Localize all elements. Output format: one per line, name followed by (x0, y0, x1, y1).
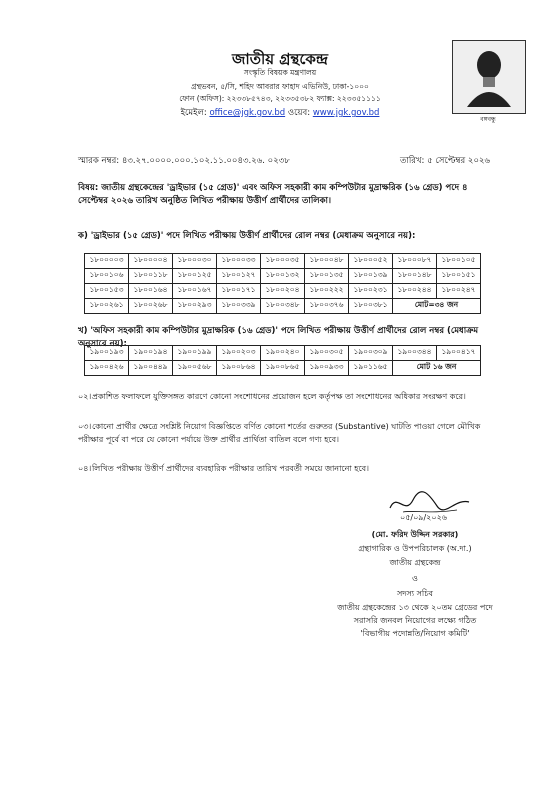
roll-number-cell: ১৯০০৪১৭ (437, 346, 481, 361)
note-text: কোনো প্রার্থীর ক্ষেত্রে সংশ্লিষ্ট নিয়োগ বিজ্ঞপ্তিতে বর্ণিত কোনো শর্তের গুরুতর (Substantive) ঘাটতি পাওয়া গেলে মৌখিক পরীক্ষার পূর্বে বা পরে যে কোনো পর্যায়ে উক্ত প্রার্থীর প্রার্থিতা বাতিল বলে গণ্য হবে। (78, 422, 481, 444)
roll-number-cell: ১৯০০৮৬৪ (217, 361, 261, 376)
roll-number-cell: ১৮০০০৩০ (173, 254, 217, 269)
roll-number-cell: ১৮০০১০৬ (85, 269, 129, 284)
roll-number-cell: ১৯০০৩৪৪ (393, 346, 437, 361)
portrait-image (452, 40, 526, 114)
signatory-name: (মো. ফরিদ উদ্দিন সরকার) (371, 530, 459, 539)
total-cell: মোট ১৬ জন (393, 361, 481, 376)
roll-number-cell: ১৮০০২৩১ (349, 284, 393, 299)
roll-number-cell: ১৮০০১৩৫ (305, 269, 349, 284)
note-02 (78, 390, 498, 403)
roll-number-cell: ১৮০০০০৩ (85, 254, 129, 269)
roll-number-cell: ১৮০০২৯৩ (173, 299, 217, 314)
memo-number: স্মারক নম্বর: ৪৩.২৭.০০০০.০০০.১০২.১১.০০৪৩.২৬. ০২৩৮ (78, 156, 290, 166)
roll-number-cell: ১৮০০৩৩৯ (217, 299, 261, 314)
total-cell: মোট=৩৪ জন (393, 299, 481, 314)
roll-number-cell: ১৮০০১৩৯ (349, 269, 393, 284)
ministry-name: সংস্কৃতি বিষয়ক মন্ত্রণালয় (243, 68, 317, 77)
roll-number-cell: ১৮০০০৫২ (349, 254, 393, 269)
roll-number-cell: ১৮০০১২৫ (173, 269, 217, 284)
roll-number-cell: ১৮০০১২৭ (217, 269, 261, 284)
roll-number-cell: ১৯০০১৯৩ (85, 346, 129, 361)
roll-number-cell: ১৮০০৩৭৬ (305, 299, 349, 314)
org-name: জাতীয় গ্রন্থকেন্দ্র (231, 50, 329, 68)
web-label: ওয়েব: (287, 108, 311, 118)
roll-number-cell: ১৮০০০৮৭ (393, 254, 437, 269)
roll-number-cell: ১৯০১১৬৫ (349, 361, 393, 376)
address: গ্রন্থভবন, ৫/সি, শহিদ আবরার ফাহাদ এভিনিউ, ঢাকা-১০০০ (191, 82, 369, 91)
signatory-role: সদস্য সচিব (397, 589, 433, 598)
roll-number-cell: ১৯০০৩০৯ (349, 346, 393, 361)
signatory-designation: গ্রন্থাগারিক ও উপপরিচালক (অ.দা.) (358, 544, 472, 553)
note-number: ০৩। (78, 422, 92, 431)
roll-number-cell: ১৯০০২৪০ (261, 346, 305, 361)
roll-number-cell: ১৮০০০৪৮ (305, 254, 349, 269)
roll-number-cell: ১৮০০৩৮১ (349, 299, 393, 314)
section-a-title: ক) 'ড্রাইভার (১৫ গ্রেড)' পদে লিখিত পরীক্ষায় উত্তীর্ণ প্রার্থীদের রোল নম্বর (মেধাক্রম অনুসারে নয়): (78, 231, 416, 241)
section-b-title: খ) 'অফিস সহকারী কাম কম্পিউটার মুদ্রাক্ষরিক (১৬ গ্রেড)' পদে লিখিত পরীক্ষায় উত্তীর্ণ প্রার্থীদের রোল নম্বর (মেধাক্রম অনুসারে নয়): (78, 326, 479, 349)
roll-number-cell: ১৮০০১৭১ (217, 284, 261, 299)
table-row (85, 346, 481, 361)
roll-number-cell: ১৮০০০০৪ (129, 254, 173, 269)
roll-number-cell: ১৮০০১৪৮ (393, 269, 437, 284)
roll-number-cell: ১৯০০৪৪৯ (129, 361, 173, 376)
table-row (85, 361, 481, 376)
memo-date: তারিখ: ৫ সেপ্টেম্বর ২০২৬ (400, 156, 491, 166)
subject: বিষয়: জাতীয় গ্রন্থকেন্দ্রের 'ড্রাইভার (১৫ গ্রেড)' এবং অফিস সহকারী কাম কম্পিউটার মুদ্রাক্ষরিক (১৬ গ্রেড) পদে ৪ সেপ্টেম্বর ২০২৬ তারিখ অনুষ্ঠিত লিখিত পরীক্ষায় উত্তীর্ণ প্রার্থীদের তালিকা। (78, 183, 468, 206)
roll-number-cell: ১৮০০১১৮ (129, 269, 173, 284)
table-row (85, 254, 481, 269)
section-b-table (84, 345, 481, 376)
roll-number-cell: ১৮০০২২২ (305, 284, 349, 299)
roll-number-cell: ১৯০০৫৬৮ (173, 361, 217, 376)
roll-number-cell: ১৮০০০৩৩ (217, 254, 261, 269)
roll-number-cell: ১৯০০৪২৬ (85, 361, 129, 376)
phone-line: ফোন (অফিস): ২২৩৩৮৫৭৪৩, ২২৩৩৫৩৮২ ফ্যাক্স: ২২৩৩৫১১১১ (179, 94, 381, 103)
note-number: ০৪। (78, 464, 92, 473)
roll-number-cell: ১৮০০২৪৭ (437, 284, 481, 299)
roll-number-cell: ১৮০০১৩২ (261, 269, 305, 284)
roll-number-cell: ১৮০০২০৪ (261, 284, 305, 299)
table-row (85, 284, 481, 299)
committee-line-2: সরাসরি জনবল নিয়োগের লক্ষ্যে গঠিত (353, 616, 477, 625)
note-text: লিখিত পরীক্ষায় উত্তীর্ণ প্রার্থীদের ব্যবহারিক পরীক্ষার তারিখ পরবর্তী সময়ে জানানো হবে। (92, 464, 369, 473)
roll-number-cell: ১৮০০০৩৫ (261, 254, 305, 269)
roll-number-cell: ১৯০০১৯৪ (129, 346, 173, 361)
note-text: প্রকাশিত ফলাফলে যুক্তিসঙ্গত কারণে কোনো সংশোধনের প্রয়োজন হলে কর্তৃপক্ষ তা সংশোধনের অধিকার সংরক্ষণ করে। (92, 392, 466, 401)
roll-number-cell: ১৮০০২৬১ (85, 299, 129, 314)
signatory-office: জাতীয় গ্রন্থকেন্দ্র (389, 558, 441, 567)
note-03 (78, 420, 498, 446)
roll-number-cell: ১৯০০৯৩৩ (305, 361, 349, 376)
portrait-caption: বঙ্গবন্ধু (480, 116, 496, 123)
roll-number-cell: ১৯০০২০৩ (217, 346, 261, 361)
roll-number-cell: ১৯০০৮৬৫ (261, 361, 305, 376)
roll-number-cell: ১৮০০২৬৮ (129, 299, 173, 314)
roll-number-cell: ১৮০০১০৫ (437, 254, 481, 269)
roll-number-cell: ১৮০০১৬৪ (129, 284, 173, 299)
email-link[interactable]: office@jgk.gov.bd (209, 108, 286, 118)
email-label: ইমেইল: (180, 108, 207, 118)
committee-line-1: জাতীয় গ্রন্থকেন্দ্রের ১৩ থেকে ২০তম গ্রেডের পদে (337, 603, 493, 612)
roll-number-cell: ১৮০০২৪৪ (393, 284, 437, 299)
note-04 (78, 462, 498, 475)
web-link[interactable]: www.jgk.gov.bd (312, 108, 380, 118)
committee-line-3: 'বিভাগীয় পদোন্নতি/নিয়োগ কমিটি' (360, 629, 470, 638)
roll-number-cell: ১৯০০৩০৫ (305, 346, 349, 361)
roll-number-cell: ১৯০০১৯৯ (173, 346, 217, 361)
note-number: ০২। (78, 392, 92, 401)
roll-number-cell: ১৮০০১৫৩ (85, 284, 129, 299)
table-row (85, 299, 481, 314)
table-row (85, 269, 481, 284)
roll-number-cell: ১৮০০৩৪৮ (261, 299, 305, 314)
signature-date: ০৫/০৯/২০২৬ (400, 513, 447, 522)
signatory-and: ও (412, 574, 418, 583)
roll-number-cell: ১৮০০১৫১ (437, 269, 481, 284)
roll-number-cell: ১৮০০১৬৭ (173, 284, 217, 299)
section-a-table (84, 253, 481, 314)
